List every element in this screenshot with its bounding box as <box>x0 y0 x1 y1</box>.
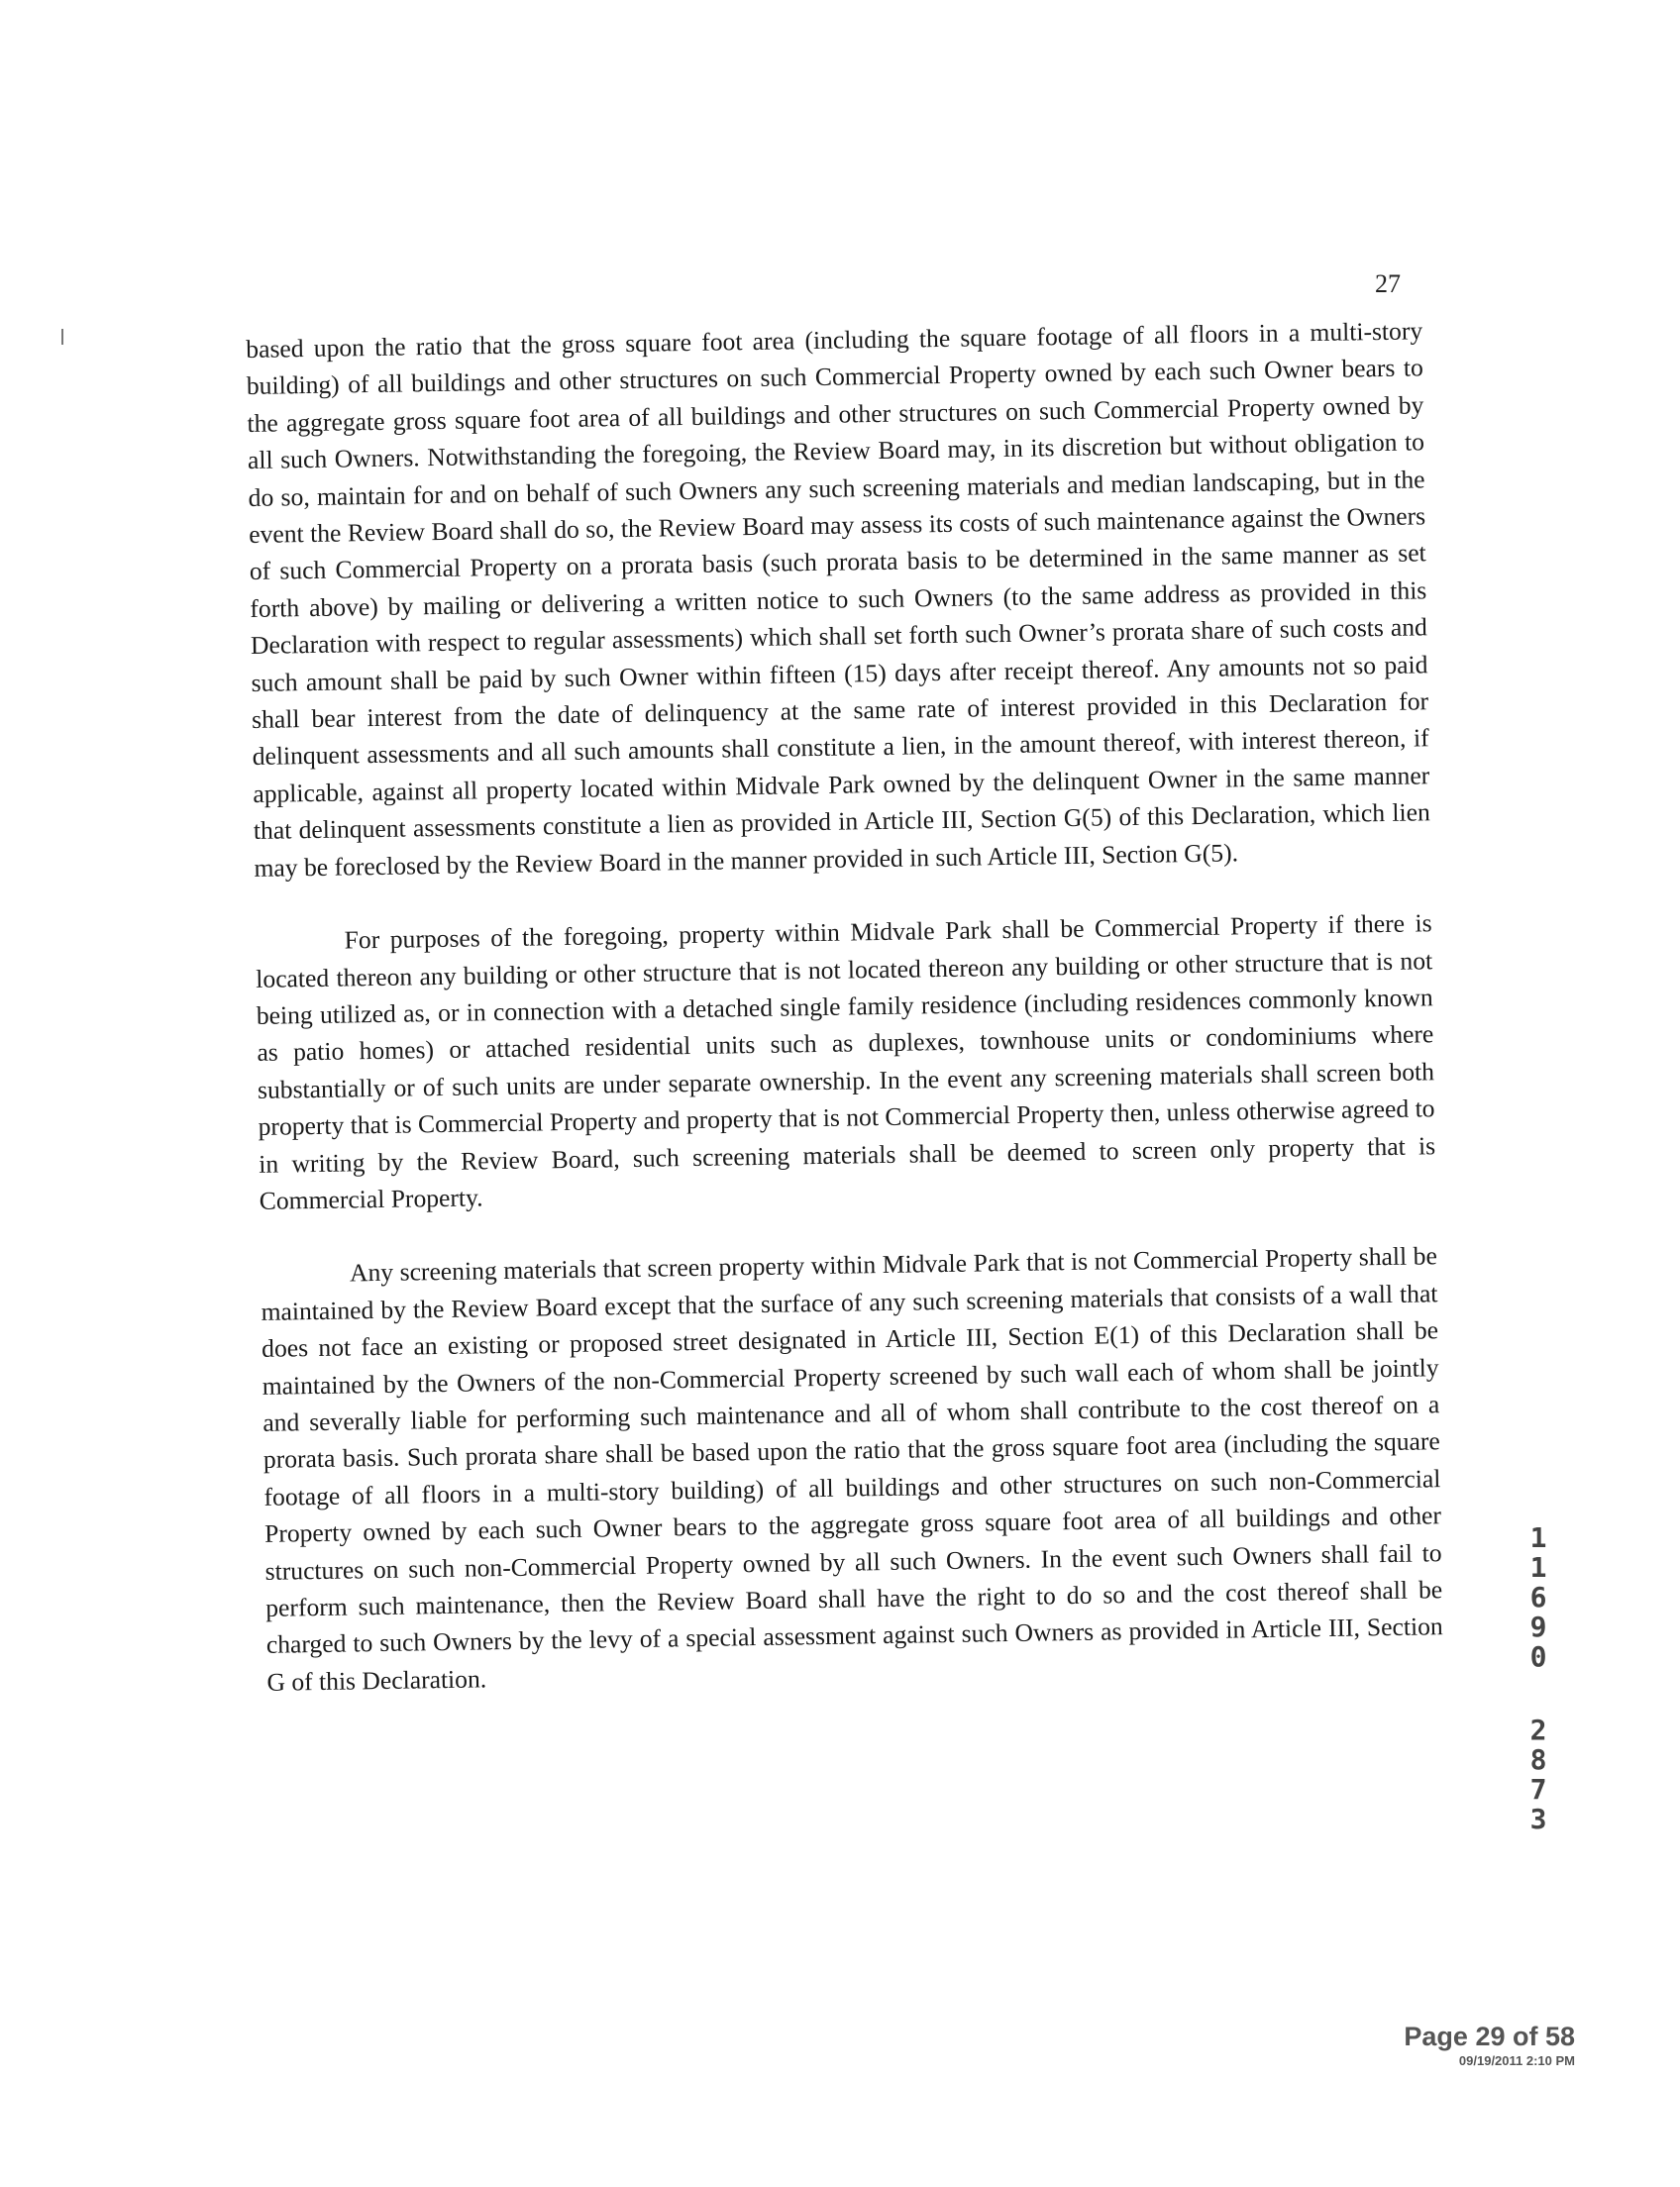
footer-timestamp: 09/19/2011 2:10 PM <box>1458 2053 1575 2068</box>
stamp-digit: 8 <box>1529 1743 1547 1776</box>
stamp-digit: 1 <box>1529 1551 1547 1584</box>
stamp-digit: 2 <box>1529 1714 1547 1746</box>
stamp-digit: 6 <box>1529 1581 1547 1614</box>
page-of-count: Page 29 of 58 <box>1404 2022 1575 2051</box>
stamp-digit: 9 <box>1529 1611 1547 1643</box>
paragraph-3: Any screening materials that screen property within Midvale Park that is not Commercial Property shall be maintained by the Review Board except that the surface of any such screening materials that consists of a wall that does not face an existing or proposed street designated in Article III, Section E(1) of this Declaration shall be maintained by the Owners of the non-Commercial Property screened by such wall each of whom shall be jointly and severally liable for performing such maintenance and all of whom shall contribute to the cost thereof on a prorata basis. Such prorata share shall be based upon the ratio that the gross square foot area (including the square footage of all floors in a multi-story building) of all buildings and other structures on such non-Commercial Property owned by each such Owner bears to the aggregate gross square foot area of all buildings and other structures on such non-Commercial Property owned by all such Owners. In the event such Owners shall fail to perform such maintenance, then the Review Board shall have the right to do so and the cost thereof shall be charged to such Owners by the levy of a special assessment against such Owners as provided in Article III, Section G of this Declaration. <box>261 1241 1443 1697</box>
stamp-digit: 0 <box>1529 1640 1547 1673</box>
page-footer <box>1404 2021 1575 2070</box>
body-text <box>246 312 1444 1737</box>
margin-mark <box>61 329 63 345</box>
recording-number-stamp <box>1523 1523 1553 1834</box>
stamp-gap <box>1523 1672 1553 1716</box>
stamp-digit: 7 <box>1529 1773 1547 1806</box>
paragraph-1: based upon the ratio that the gross square foot area (including the square footage of all floors in a multi-story building) of all buildings and other structures on such Commercial Property owned by each such Owner bears to the aggregate gross square foot area of all buildings and other structures on such Commercial Property owned by all such Owners. Notwithstanding the foregoing, the Review Board may, in its discretion but without obligation to do so, maintain for and on behalf of such Owners any such screening materials and median landscaping, but in the event the Review Board shall do so, the Review Board may assess its costs of such maintenance against the Owners of such Commercial Property on a prorata basis (such prorata basis to be determined in the same manner as set forth above) by mailing or delivering a written notice to such Owners (to the same address as provided in this Declaration with respect to regular assessments) which shall set forth such Owner’s prorata share of such costs and such amount shall be paid by such Owner within fifteen (15) days after receipt thereof. Any amounts not so paid shall bear interest from the date of delinquency at the same rate of interest provided in this Declaration for delinquent assessments and all such amounts shall constitute a lien, in the amount thereof, with interest thereon, if applicable, against all property located within Midvale Park owned by the delinquent Owner in the same manner that delinquent assessments constitute a lien as provided in Article III, Section G(5) of this Declaration, which lien may be foreclosed by the Review Board in the manner provided in such Article III, Section G(5). <box>246 316 1431 883</box>
paragraph-2: For purposes of the foregoing, property within Midvale Park shall be Commercial Property if there is located thereon any building or other structure that is not located thereon any building or other structure that is not being utilized as, or in connection with a detached single family residence (including residences commonly known as patio homes) or attached residential units such as duplexes, townhouse units or condominiums where substantially or of such units are under separate ownership. In the event any screening materials shall screen both property that is Commercial Property and property that is not Commercial Property then, unless otherwise agreed to in writing by the Review Board, such screening materials shall be deemed to screen only property that is Commercial Property. <box>256 908 1436 1215</box>
stamp-digit: 1 <box>1529 1521 1547 1554</box>
page-number: 27 <box>1375 269 1401 298</box>
stamp-digit: 3 <box>1529 1803 1547 1835</box>
